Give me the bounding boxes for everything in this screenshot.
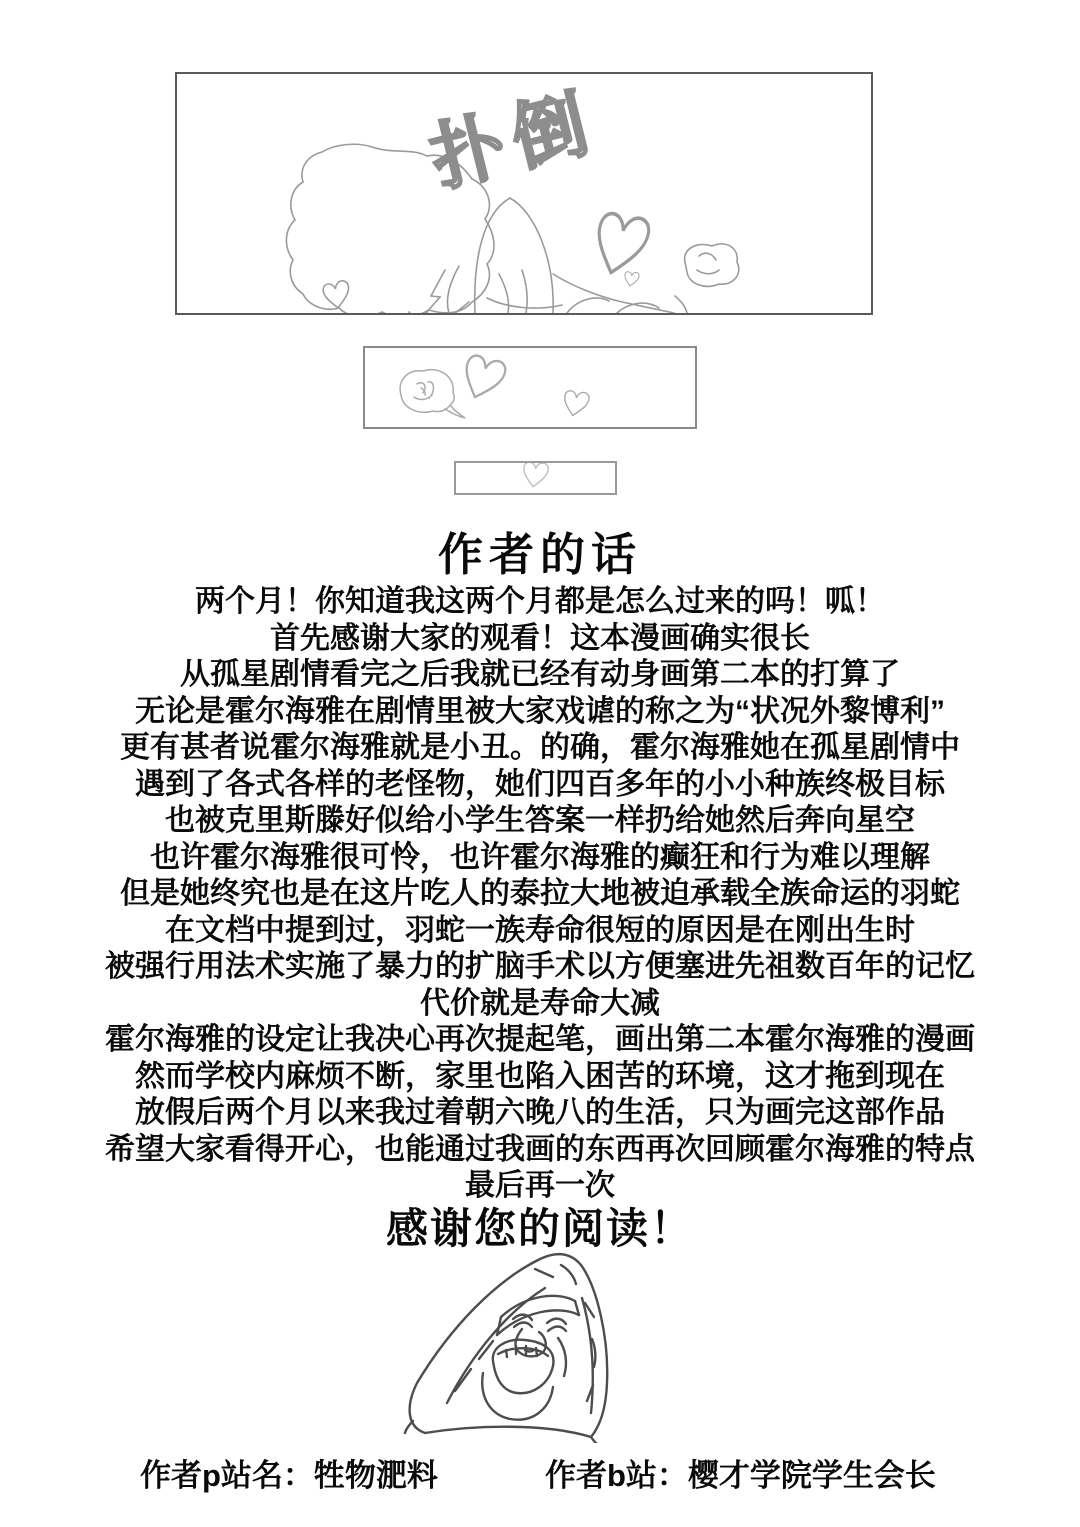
panel3-sketch-drawing — [456, 463, 615, 493]
heart-icon — [623, 271, 639, 288]
body-line: 也许霍尔海雅很可怜，也许霍尔海雅的癫狂和行为难以理解 — [150, 840, 930, 874]
body-line: 在文档中提到过，羽蛇一族寿命很短的原因是在刚出生时 — [165, 913, 915, 947]
body-line: 遇到了各式各样的老怪物，她们四百多年的小小种族终极目标 — [135, 767, 945, 801]
body-line: 被强行用法术实施了暴力的扩脑手术以方便塞进先祖数百年的记忆 — [105, 950, 975, 983]
small-speech-bubble — [400, 370, 454, 413]
heart-icon — [458, 351, 508, 404]
body-line: 霍尔海雅的设定让我决心再次提起笔，画出第二本霍尔海雅的漫画 — [105, 1023, 975, 1056]
body-line: 希望大家看得开心，也能通过我画的东西再次回顾霍尔海雅的特点 — [105, 1132, 975, 1166]
laughing-hooded-character-sketch — [395, 1243, 705, 1443]
body-line: 放假后两个月以来我过着朝六晚八的生活，只为画完这部作品 — [135, 1096, 945, 1129]
heart-icon — [322, 280, 351, 309]
body-line: 两个月！你知道我这两个月都是怎么过来的吗！呱！ — [195, 585, 885, 618]
credit-pixiv: 作者p站名：牲物淝料 — [140, 1458, 438, 1493]
credit-bilibili: 作者b站：樱才学院学生会长 — [545, 1458, 936, 1493]
body-line: 更有甚者说霍尔海雅就是小丑。的确，霍尔海雅她在孤星剧情中 — [120, 731, 960, 764]
panel2-sketch-drawing — [365, 348, 695, 427]
body-line: 首先感谢大家的观看！这本漫画确实很长 — [270, 621, 810, 655]
heart-icon — [589, 208, 652, 279]
afterword-text — [0, 584, 1080, 1205]
author-credits — [0, 1450, 1080, 1492]
sfx-text: 扑倒 — [422, 79, 606, 202]
sketch-panel-2 — [363, 346, 697, 429]
body-line: 从孤星剧情看完之后我就已经有动身画第二本的打算了 — [180, 658, 900, 691]
heart-icon — [521, 463, 549, 488]
scribble — [414, 382, 433, 400]
heart-icon — [561, 389, 590, 418]
sketch-panel-3 — [454, 461, 617, 495]
thanks-line: 感谢您的阅读！ — [385, 1205, 694, 1252]
body-line: 无论是霍尔海雅在剧情里被大家戏谑的称之为“状况外黎博利” — [135, 694, 945, 728]
page-title: 作者的话 — [437, 529, 642, 580]
body-line: 然而学校内麻烦不断，家里也陷入困苦的环境，这才拖到现在 — [135, 1059, 945, 1093]
body-line: 最后再一次 — [465, 1169, 615, 1202]
body-line: 但是她终究也是在这片吃人的泰拉大地被迫承载全族命运的羽蛇 — [120, 877, 960, 910]
body-line: 代价就是寿命大减 — [420, 986, 660, 1020]
body-line: 也被克里斯滕好似给小学生答案一样扔给她然后奔向星空 — [165, 804, 915, 837]
